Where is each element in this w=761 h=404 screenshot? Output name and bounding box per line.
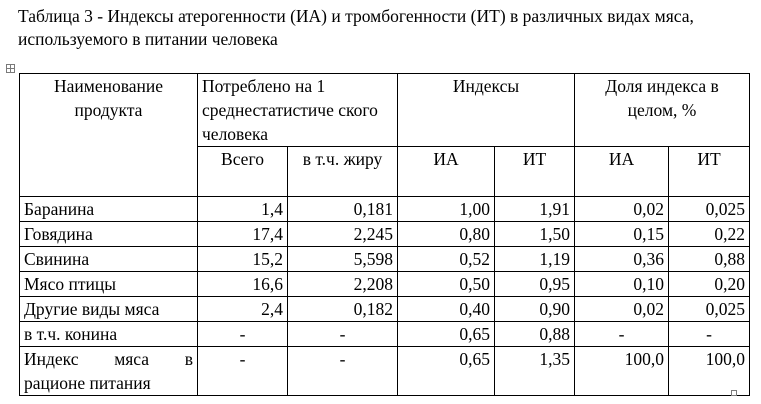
row-ia: 0,50 bbox=[398, 272, 495, 297]
row-total: 16,6 bbox=[198, 272, 288, 297]
row-share-it: - bbox=[669, 322, 750, 347]
row-name: Мясо птицы bbox=[20, 272, 198, 297]
row-name-line-2: рационе питания bbox=[24, 373, 151, 393]
row-fat: 0,182 bbox=[288, 297, 398, 322]
header-fat: в т.ч. жиру bbox=[288, 147, 398, 197]
row-it: 0,88 bbox=[495, 322, 575, 347]
table-row bbox=[20, 347, 750, 396]
header-share-ia: ИА bbox=[575, 147, 669, 197]
row-name-line-1 bbox=[24, 347, 193, 371]
header-total: Всего bbox=[198, 147, 288, 197]
row-name-word: в bbox=[184, 349, 193, 369]
row-share-ia: 0,15 bbox=[575, 222, 669, 247]
row-name: в т.ч. конина bbox=[20, 322, 198, 347]
table-move-handle-icon[interactable] bbox=[6, 64, 15, 73]
row-total: 15,2 bbox=[198, 247, 288, 272]
row-name-word: Индекс bbox=[24, 349, 79, 369]
header-share-it: ИТ bbox=[669, 147, 750, 197]
table-row bbox=[20, 322, 750, 347]
row-it: 0,90 bbox=[495, 297, 575, 322]
header-ia: ИА bbox=[398, 147, 495, 197]
row-it: 1,91 bbox=[495, 197, 575, 222]
row-total: 1,4 bbox=[198, 197, 288, 222]
row-fat: 2,245 bbox=[288, 222, 398, 247]
row-total: - bbox=[198, 347, 288, 396]
row-share-it: 0,025 bbox=[669, 297, 750, 322]
row-ia: 0,65 bbox=[398, 322, 495, 347]
row-it: 1,35 bbox=[495, 347, 575, 396]
row-it: 1,19 bbox=[495, 247, 575, 272]
row-share-it: 0,025 bbox=[669, 197, 750, 222]
row-share-ia: 0,02 bbox=[575, 197, 669, 222]
table-row bbox=[20, 222, 750, 247]
row-it: 0,95 bbox=[495, 272, 575, 297]
header-indices: Индексы bbox=[398, 74, 575, 147]
table-caption: Таблица 3 - Индексы атерогенности (ИА) и тромбогенности (ИТ) в различных видах мяса, используемого в питании человека bbox=[18, 6, 694, 49]
row-it: 1,50 bbox=[495, 222, 575, 247]
row-share-ia: 0,02 bbox=[575, 297, 669, 322]
row-name: Другие виды мяса bbox=[20, 297, 198, 322]
row-share-it: 0,88 bbox=[669, 247, 750, 272]
row-share-ia: 0,10 bbox=[575, 272, 669, 297]
row-share-it: 0,20 bbox=[669, 272, 750, 297]
row-total: 17,4 bbox=[198, 222, 288, 247]
table-row bbox=[20, 297, 750, 322]
row-share-ia: - bbox=[575, 322, 669, 347]
table-row bbox=[20, 197, 750, 222]
table-row bbox=[20, 272, 750, 297]
header-consumed: Потреблено на 1 среднестатистиче ского человека bbox=[198, 74, 398, 147]
row-ia: 0,65 bbox=[398, 347, 495, 396]
row-name: Говядина bbox=[20, 222, 198, 247]
row-share-it: 100,0 bbox=[669, 347, 750, 396]
row-fat: 0,181 bbox=[288, 197, 398, 222]
row-ia: 0,80 bbox=[398, 222, 495, 247]
row-fat: 2,208 bbox=[288, 272, 398, 297]
row-name: Свинина bbox=[20, 247, 198, 272]
row-share-ia: 0,36 bbox=[575, 247, 669, 272]
header-product: Наименование продукта bbox=[20, 74, 198, 197]
row-fat: - bbox=[288, 347, 398, 396]
row-fat: - bbox=[288, 322, 398, 347]
table-row bbox=[20, 247, 750, 272]
row-name-word: мяса bbox=[114, 349, 150, 369]
meat-indices-table bbox=[19, 73, 750, 396]
row-fat: 5,598 bbox=[288, 247, 398, 272]
table-resize-handle-icon[interactable] bbox=[731, 390, 737, 396]
row-share-it: 0,22 bbox=[669, 222, 750, 247]
header-share: Доля индекса в целом, % bbox=[575, 74, 750, 147]
row-total: - bbox=[198, 322, 288, 347]
header-it: ИТ bbox=[495, 147, 575, 197]
row-share-ia: 100,0 bbox=[575, 347, 669, 396]
row-ia: 0,40 bbox=[398, 297, 495, 322]
row-ia: 1,00 bbox=[398, 197, 495, 222]
row-name bbox=[20, 347, 198, 396]
row-total: 2,4 bbox=[198, 297, 288, 322]
row-name: Баранина bbox=[20, 197, 198, 222]
row-ia: 0,52 bbox=[398, 247, 495, 272]
